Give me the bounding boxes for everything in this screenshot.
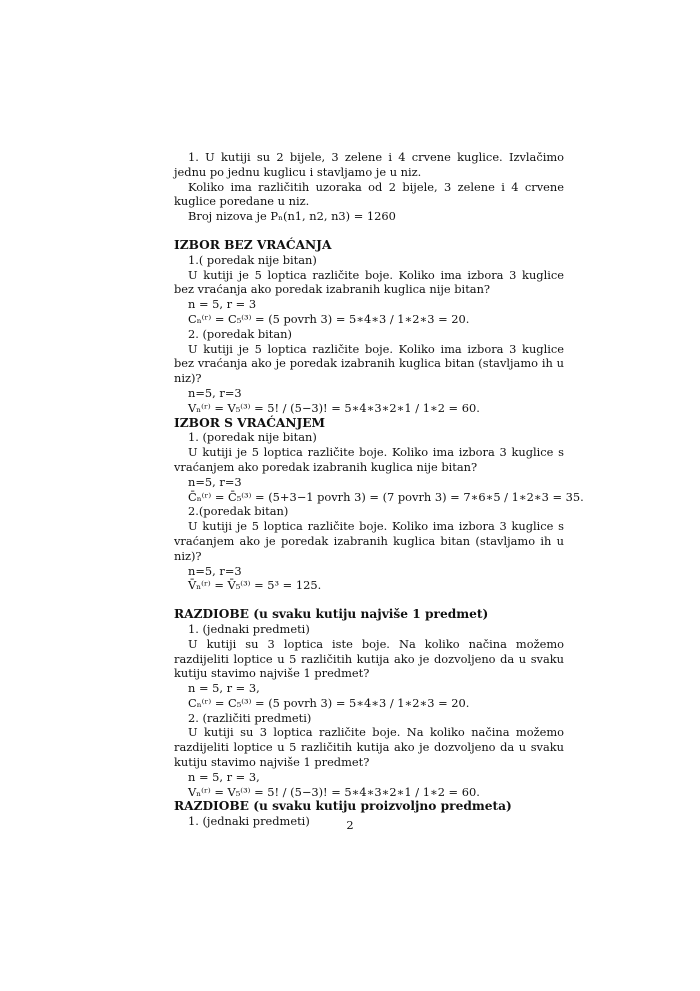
formula-line: V̄ₙ⁽ʳ⁾ = V̄₅⁽³⁾ = 5³ = 125. xyxy=(188,578,322,593)
section-heading: RAZDIOBE (u svaku kutiju najviše 1 predmet) xyxy=(174,607,489,622)
paragraph: 1. U kutiji su 2 bijele, 3 zelene i 4 crvene kuglice. Izvlačimo jednu po jednu kuglicu i stavljamo je u niz. xyxy=(174,150,564,179)
paragraph: U kutiji je 5 loptica različite boje. Koliko ima izbora 3 kuglice s vraćanjem ako poredak izabranih kuglica nije bitan? xyxy=(174,445,564,474)
formula-line: C̄ₙ⁽ʳ⁾ = C̄₅⁽³⁾ = (5+3−1 povrh 3) = (7 povrh 3) = 7∗6∗5 / 1∗2∗3 = 35. xyxy=(188,489,584,504)
formula-line: Broj nizova je Pₙ(n1, n2, n3) = 1260 xyxy=(188,209,396,224)
paragraph: U kutiji je 5 loptica različite boje. Koliko ima izbora 3 kuglice bez vraćanja ako poredak izabranih kuglica nije bitan? xyxy=(174,267,564,297)
section-gap xyxy=(174,593,564,607)
text-column xyxy=(174,150,584,829)
section-gap xyxy=(174,224,564,238)
formula-line: n = 5, r = 3, xyxy=(188,769,260,784)
formula-line: Cₙ⁽ʳ⁾ = C₅⁽³⁾ = (5 povrh 3) = 5∗4∗3 / 1∗2∗3 = 20. xyxy=(188,695,470,710)
formula-line: Cₙ⁽ʳ⁾ = C₅⁽³⁾ = (5 povrh 3) = 5∗4∗3 / 1∗2∗3 = 20. xyxy=(188,311,470,326)
paragraph: U kutiji su 3 loptica iste boje. Na koliko načina možemo razdijeliti loptice u 5 različitih kutija ako je dozvoljeno da u svaku kutiju stavimo najviše 1 predmet? xyxy=(174,636,564,681)
paragraph: Koliko ima različitih uzoraka od 2 bijele, 3 zelene i 4 crvene kuglice poredane u niz. xyxy=(174,179,564,209)
paragraph: 1. (jednaki predmeti) xyxy=(188,814,310,829)
section-heading: IZBOR BEZ VRAĆANJA xyxy=(174,237,332,252)
paragraph: U kutiji je 5 loptica različite boje. Koliko ima izbora 3 kuglice bez vraćanja ako je poredak izabranih kuglica bitan (stavljamo ih u niz)? xyxy=(174,341,564,386)
formula-line: n = 5, r = 3, xyxy=(188,681,260,696)
paragraph: U kutiji je 5 loptica različite boje. Koliko ima izbora 3 kuglice s vraćanjem ako je poredak izabranih kuglica bitan (stavljamo ih u niz)? xyxy=(174,519,564,563)
paragraph: 2. (različiti predmeti) xyxy=(188,710,312,725)
paragraph: 2. (poredak bitan) xyxy=(188,326,292,341)
section-heading: RAZDIOBE (u svaku kutiju proizvoljno predmeta) xyxy=(174,799,512,814)
formula-line: Vₙ⁽ʳ⁾ = V₅⁽³⁾ = 5! / (5−3)! = 5∗4∗3∗2∗1 / 1∗2 = 60. xyxy=(188,784,480,799)
paragraph: U kutiji su 3 loptica različite boje. Na koliko načina možemo razdijeliti loptice u 5 različitih kutija ako je dozvoljeno da u svaku kutiju stavimo najviše 1 predmet? xyxy=(174,725,564,770)
section-heading: IZBOR S VRAĆANJEM xyxy=(174,415,326,430)
formula-line: n = 5, r = 3 xyxy=(188,297,257,312)
formula-line: Vₙ⁽ʳ⁾ = V₅⁽³⁾ = 5! / (5−3)! = 5∗4∗3∗2∗1 / 1∗2 = 60. xyxy=(188,400,480,415)
paragraph: 2.(poredak bitan) xyxy=(188,504,289,519)
paragraph: 1.( poredak nije bitan) xyxy=(188,252,317,267)
formula-line: n=5, r=3 xyxy=(188,474,242,489)
paragraph: 1. (poredak nije bitan) xyxy=(188,430,317,445)
formula-line: n=5, r=3 xyxy=(188,385,242,400)
page-number: 2 xyxy=(346,818,354,832)
formula-line: n=5, r=3 xyxy=(188,563,242,578)
paragraph: 1. (jednaki predmeti) xyxy=(188,621,310,636)
